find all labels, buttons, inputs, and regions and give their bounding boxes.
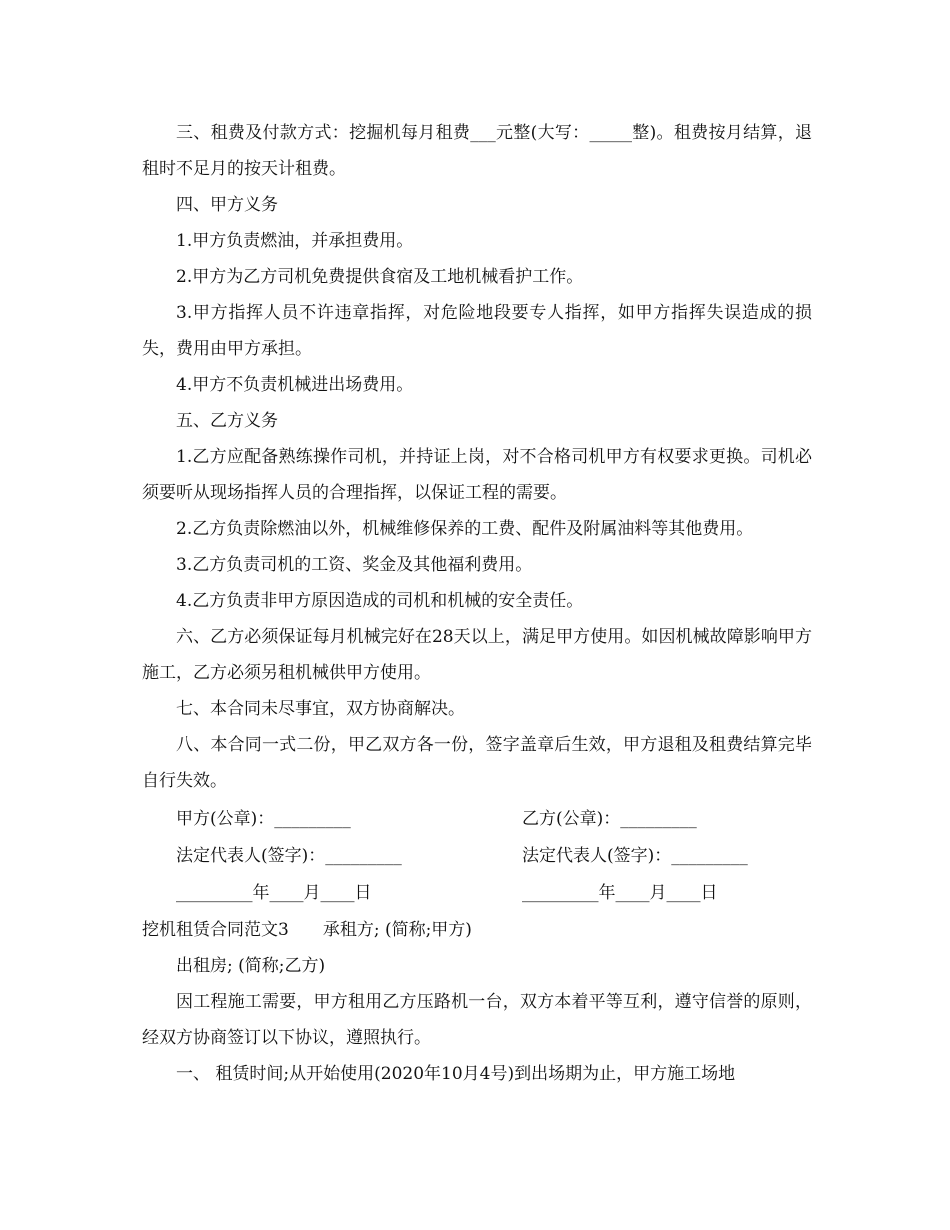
clause-party-a-obligations-heading: 四、甲方义务: [176, 195, 278, 215]
clause-eight-copies-validity: 八、本合同一式二份，甲乙双方各一份，签字盖章后生效，甲方退租及租费结算完毕自行失效。: [142, 735, 812, 791]
party-a-date-line: _________年____月____日: [176, 883, 372, 903]
contract-3-title-line: 挖机租赁合同范文3 承租方; (简称;甲方): [142, 920, 472, 940]
clause-party-b-item-1: 1.乙方应配备熟练操作司机，并持证上岗，对不合格司机甲方有权要求更换。司机必须要听从现场指挥人员的合理指挥，以保证工程的需要。: [142, 447, 812, 503]
party-a-representative-line: 法定代表人(签字)：_________: [176, 846, 402, 866]
party-b-representative-line: 法定代表人(签字)：_________: [522, 846, 748, 866]
clause-party-b-obligations-heading: 五、乙方义务: [176, 411, 278, 431]
clause-six-machine-availability: 六、乙方必须保证每月机械完好在28天以上，满足甲方使用。如因机械故障影响甲方施工，乙方必须另租机械供甲方使用。: [142, 627, 812, 683]
clause-party-a-item-1: 1.甲方负责燃油，并承担费用。: [176, 231, 414, 251]
clause-party-a-item-4: 4.甲方不负责机械进出场费用。: [176, 375, 414, 395]
clause-party-b-item-2: 2.乙方负责除燃油以外，机械维修保养的工费、配件及附属油料等其他费用。: [176, 519, 754, 539]
clause-party-b-item-4: 4.乙方负责非甲方原因造成的司机和机械的安全责任。: [176, 591, 584, 611]
party-a-seal-line: 甲方(公章)：_________: [176, 809, 351, 829]
party-b-seal-line: 乙方(公章)：_________: [522, 809, 697, 829]
clause-party-a-item-2: 2.甲方为乙方司机免费提供食宿及工地机械看护工作。: [176, 267, 584, 287]
clause-party-a-item-3: 3.甲方指挥人员不许违章指挥，对危险地段要专人指挥，如甲方指挥失误造成的损失，费用由甲方承担。: [142, 303, 812, 359]
clause-seven-unresolved-matters: 七、本合同未尽事宜，双方协商解决。: [176, 699, 465, 719]
contract-3-term-clause: 一、 租赁时间;从开始使用(2020年10月4号)到出场期为止，甲方施工场地: [176, 1064, 736, 1084]
party-b-date-line: _________年____月____日: [522, 883, 718, 903]
clause-party-b-item-3: 3.乙方负责司机的工资、奖金及其他福利费用。: [176, 555, 533, 575]
clause-rent-payment: 三、租费及付款方式：挖掘机每月租费___元整(大写：_____整)。租费按月结算，退租时不足月的按天计租费。: [142, 123, 812, 179]
contract-3-lessor-line: 出租房; (简称;乙方): [176, 956, 326, 976]
contract-3-intro: 因工程施工需要，甲方租用乙方压路机一台，双方本着平等互利，遵守信誉的原则，经双方协商签订以下协议，遵照执行。: [142, 992, 812, 1048]
